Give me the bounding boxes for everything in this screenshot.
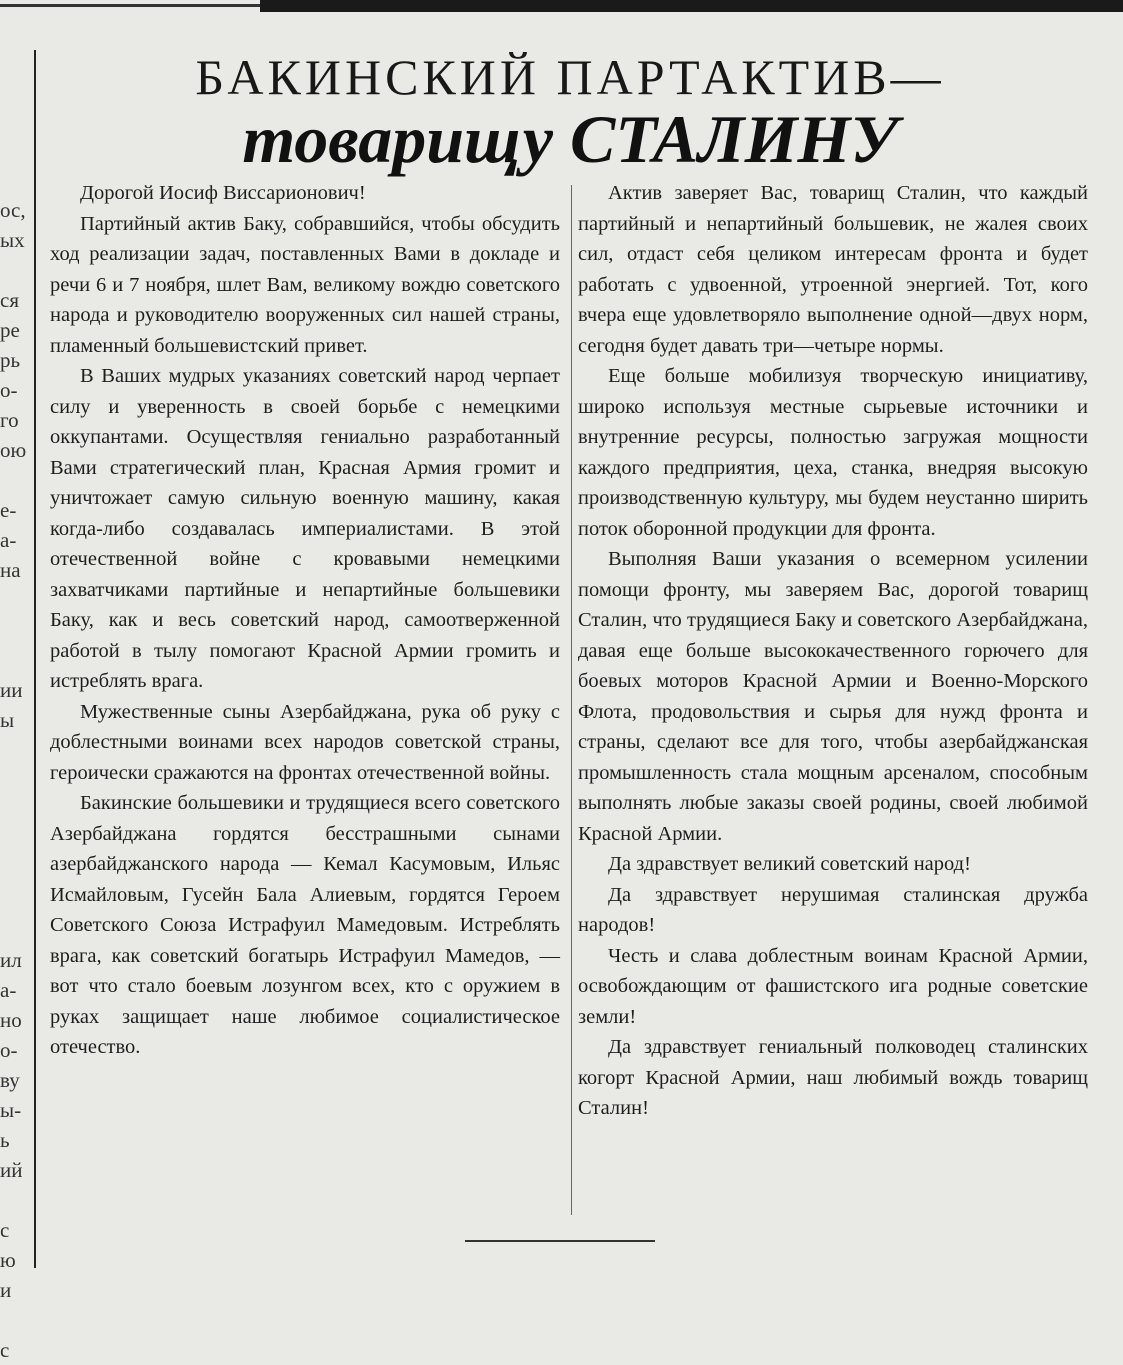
margin-fragment — [0, 795, 28, 825]
column-divider-middle — [571, 185, 572, 1215]
margin-fragment — [0, 915, 28, 945]
greeting: Дорогой Иосиф Виссарионович! — [80, 182, 366, 204]
margin-fragment: ы — [0, 708, 15, 732]
paragraph: Еще больше мобилизуя творческую инициативу, широко используя местные сырьевые источники и внутренние ресурсы, полностью загружая мощности каждого предприятия, цеха, станка, внедряя высокую производственную культуру, мы будем неустанно ширить поток оборонной продукции для фронта. — [578, 365, 1088, 540]
margin-fragment: ил — [0, 948, 22, 972]
top-thin-rule — [0, 4, 260, 7]
margin-fragment: и — [0, 1278, 12, 1302]
paragraph: В Ваших мудрых указаниях советский народ черпает силу и уверенность в своей борьбе с немецкими оккупантами. Осуществляя гениально разработанный Вами стратегический план, Красная Армия громит и уничтожает самую сильную военную машину, какая когда-либо создавалась империалистами. В этой отечественной войне с кровавыми немецкими захватчиками партийные и непартийные большевики Баку, как и весь советский народ, самоотверженной работой в тылу помогают Красной Армии громить и истреблять врага. — [50, 365, 560, 692]
margin-fragment: о- — [0, 1038, 18, 1062]
adjacent-column-fragments — [0, 195, 28, 1362]
headline: БАКИНСКИЙ ПАРТАКТИВ— — [195, 49, 945, 105]
article-right-column — [578, 178, 1088, 1124]
margin-fragment — [0, 615, 28, 645]
margin-fragment — [0, 825, 28, 855]
margin-fragment: а- — [0, 528, 17, 552]
margin-fragment: ю — [0, 1248, 16, 1272]
margin-fragment — [0, 765, 28, 795]
margin-fragment: с — [0, 1338, 10, 1362]
margin-fragment: е- — [0, 498, 17, 522]
margin-fragment: ы- — [0, 1098, 22, 1122]
margin-fragment: ою — [0, 438, 27, 462]
margin-fragment — [0, 585, 28, 615]
margin-fragment: ся — [0, 288, 19, 312]
margin-fragment: ых — [0, 228, 25, 252]
margin-fragment: на — [0, 558, 21, 582]
paragraph: Актив заверяет Вас, товарищ Сталин, что каждый партийный и непартийный большевик, не жалея своих сил, отдаст себя целиком интересам фронта и будет работать с удвоенной, утроенной энергией. Тот, кого вчера еще удовлетворяло выполнение одной—двух норм, сегодня будет давать три—четыре нормы. — [578, 182, 1088, 357]
margin-fragment: ре — [0, 318, 20, 342]
end-rule — [465, 1240, 655, 1242]
margin-fragment: но — [0, 1008, 22, 1032]
margin-fragment: о- — [0, 378, 18, 402]
margin-fragment: ий — [0, 1158, 23, 1182]
margin-fragment — [0, 735, 28, 765]
column-divider-left — [34, 50, 36, 1268]
margin-fragment: рь — [0, 348, 21, 372]
paragraph: Мужественные сыны Азербайджана, рука об руку с доблестными воинами всех народов советской страны, героически сражаются на фронтах отечественной войны. — [50, 700, 560, 784]
margin-fragment — [0, 855, 28, 885]
slogan: Честь и слава доблестным воинам Красной Армии, освобождающим от фашистского ига родные советские земли! — [578, 944, 1088, 1028]
margin-fragment: ос, — [0, 198, 26, 222]
margin-fragment — [0, 885, 28, 915]
margin-fragment: а- — [0, 978, 17, 1002]
margin-fragment: ь — [0, 1128, 10, 1152]
margin-fragment: ии — [0, 678, 23, 702]
margin-fragment: го — [0, 408, 19, 432]
margin-fragment — [0, 645, 28, 675]
margin-fragment — [0, 1305, 28, 1335]
margin-fragment: с — [0, 1218, 10, 1242]
top-rule — [260, 0, 1123, 12]
margin-fragment: ву — [0, 1068, 20, 1092]
margin-fragment — [0, 465, 28, 495]
margin-fragment — [0, 255, 28, 285]
article-left-column — [50, 178, 560, 1063]
subheadline: товарищу СТАЛИНУ — [242, 101, 898, 177]
paragraph: Выполняя Ваши указания о всемерном усилении помощи фронту, мы заверяем Вас, дорогой товарищ Сталин, что трудящиеся Баку и советского Азербайджана, давая еще больше высококачественного горючего для боевых моторов Красной Армии и Военно-Морского Флота, продовольствия и сырья для нужд фронта и страны, сделают все для того, чтобы азербайджанская промышленность стала мощным арсеналом, способным выполнять любые заказы своей родины, своей любимой Красной Армии. — [578, 548, 1088, 845]
slogan: Да здравствует нерушимая сталинская дружба народов! — [578, 883, 1088, 936]
slogan: Да здравствует гениальный полководец сталинских когорт Красной Армии, наш любимый вождь товарищ Сталин! — [578, 1036, 1088, 1119]
margin-fragment — [0, 1185, 28, 1215]
paragraph: Бакинские большевики и трудящиеся всего советского Азербайджана гордятся бесстрашными сынами азербайджанского народа — Кемал Касумовым, Ильяс Исмайловым, Гусейн Бала Алиевым, гордятся Героем Советского Союза Истрафуил Мамедовым. Истреблять врага, как советский богатырь Истрафуил Мамедов, — вот что стало боевым лозунгом всех, кто с оружием в руках защищает наше любимое социалистическое отечество. — [50, 792, 560, 1058]
paragraph: Партийный актив Баку, собравшийся, чтобы обсудить ход реализации задач, поставленных Вами в докладе и речи 6 и 7 ноября, шлет Вам, великому вождю советского народа и руководителю вооруженных сил нашей страны, пламенный большевистский привет. — [50, 212, 560, 357]
slogan: Да здравствует великий советский народ! — [608, 853, 971, 875]
